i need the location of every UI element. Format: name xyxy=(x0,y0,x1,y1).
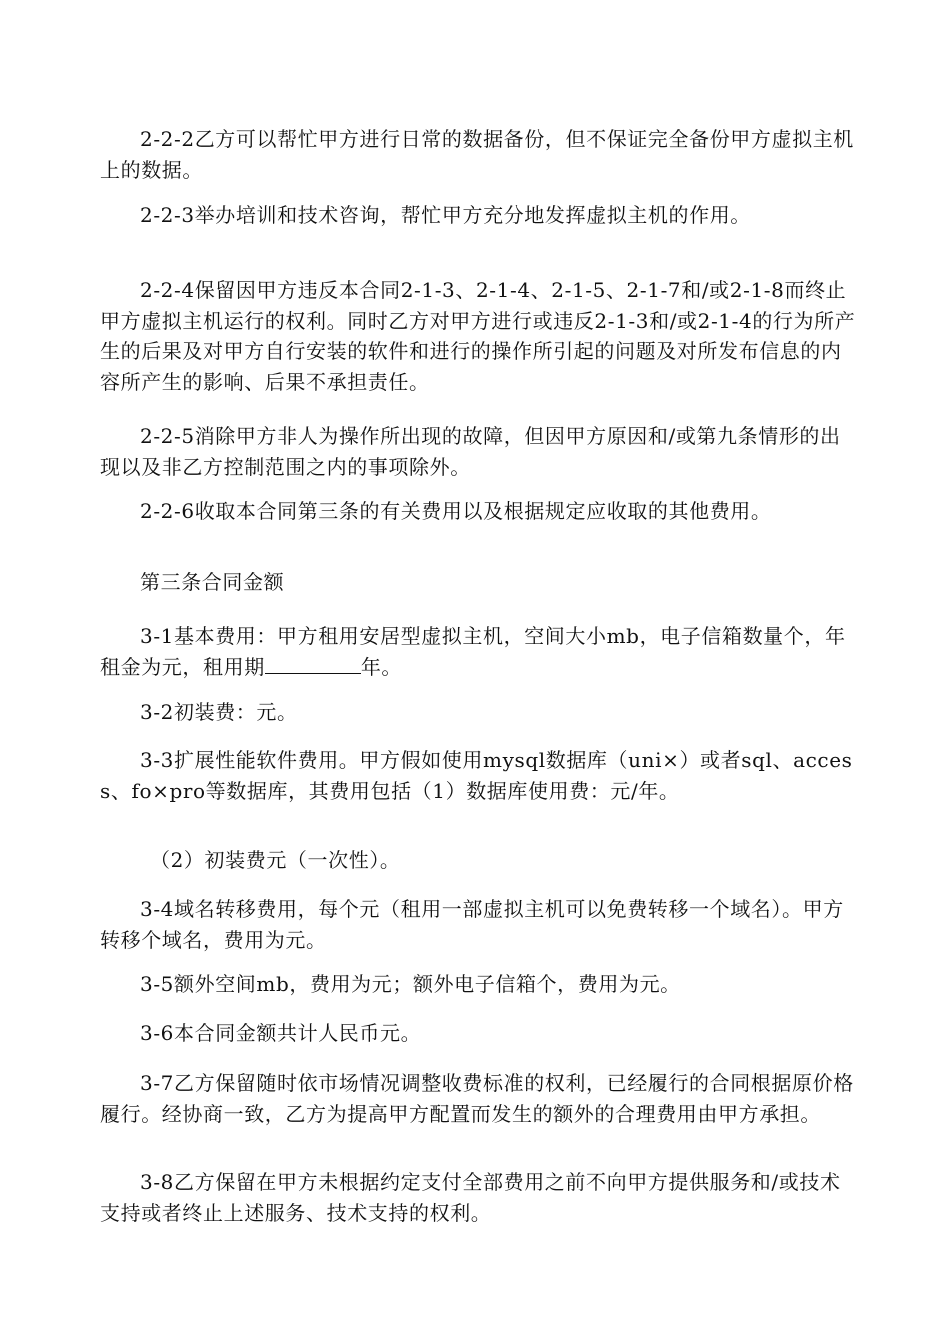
clause-3-5: 3-5额外空间mb，费用为元；额外电子信箱个，费用为元。 xyxy=(140,972,681,996)
clause-3-1 xyxy=(100,621,860,682)
clause-2-2-4: 2-2-4保留因甲方违反本合同2-1-3、2-1-4、2-1-5、2-1-7和/或2-1-8而终止甲方虚拟主机运行的权利。同时乙方对甲方进行或违反2-1-3和/或2-1-4的行为所产生的后果及对甲方自行安装的软件和进行的操作所引起的问题及对所发布信息的内容所产生的影响、后果不承担责任。 xyxy=(100,278,856,394)
clause-3-4: 3-4域名转移费用，每个元（租用一部虚拟主机可以免费转移一个域名）。甲方转移个域名，费用为元。 xyxy=(100,897,844,952)
clause-3-3: 3-3扩展性能软件费用。甲方假如使用mysql数据库（uni×）或者sql、access、fo×pro等数据库，其费用包括（1）数据库使用费：元/年。 xyxy=(100,748,853,803)
clause-3-8: 3-8乙方保留在甲方未根据约定支付全部费用之前不向甲方提供服务和/或技术支持或者终止上述服务、技术支持的权利。 xyxy=(100,1170,841,1225)
clause-3-7: 3-7乙方保留随时依市场情况调整收费标准的权利，已经履行的合同根据原价格履行。经协商一致，乙方为提高甲方配置而发生的额外的合理费用由甲方承担。 xyxy=(100,1071,854,1126)
clause-3-3-install-fee: （2）初装费元（一次性）。 xyxy=(150,848,401,872)
rental-period-blank xyxy=(265,655,361,674)
clause-3-2: 3-2初装费：元。 xyxy=(140,700,298,724)
clause-3-1-suffix: 年。 xyxy=(360,654,403,679)
clause-3-6: 3-6本合同金额共计人民币元。 xyxy=(140,1021,422,1045)
clause-2-2-3: 2-2-3举办培训和技术咨询，帮忙甲方充分地发挥虚拟主机的作用。 xyxy=(140,203,751,227)
clause-3-1-text: 3-1基本费用：甲方租用安居型虚拟主机，空间大小mb，电子信箱数量个，年租金为元，租用期 xyxy=(100,624,846,679)
section-heading-article-3: 第三条合同金额 xyxy=(140,570,285,594)
clause-2-2-5: 2-2-5消除甲方非人为操作所出现的故障，但因甲方原因和/或第九条情形的出现以及非乙方控制范围之内的事项除外。 xyxy=(100,424,841,479)
clause-2-2-6: 2-2-6收取本合同第三条的有关费用以及根据规定应收取的其他费用。 xyxy=(140,499,772,523)
clause-2-2-2: 2-2-2乙方可以帮忙甲方进行日常的数据备份，但不保证完全备份甲方虚拟主机上的数据。 xyxy=(100,127,854,182)
